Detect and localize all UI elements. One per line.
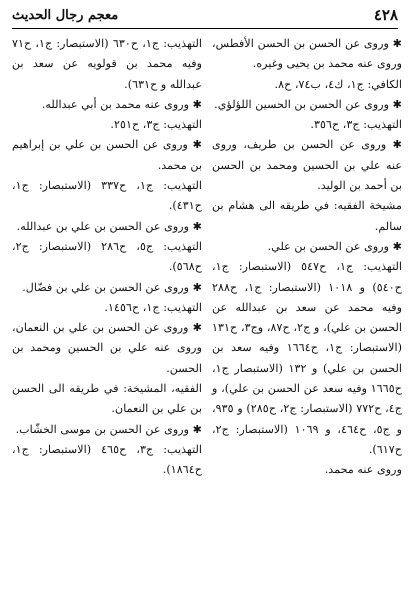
paragraph: وروى عنه محمد. [324, 463, 402, 477]
paragraph: التهذيب: ج١، ح٦٣٠ (الاستبصار: ج١، ح٧١ وفيه محمد بن قولويه عن سعد بن عبدالله و ح٦٣١). [12, 37, 202, 91]
paragraph: التهذيب: ج١، ح٣٣٧ (الاستبصار: ج١، ح٤٣١). [12, 179, 202, 213]
text-columns [12, 34, 402, 605]
page-header [12, 4, 398, 29]
paragraph: ✱ وروى عن الحسن بن الحسين اللؤلؤي. [214, 97, 402, 111]
right-column [212, 34, 402, 605]
paragraph: الفقيه، المشيخة: في طريقه الى الحسن بن علي بن النعمان. [12, 382, 202, 416]
paragraph: ✱ وروى عنه محمد بن أبي عبدالله. [41, 97, 202, 111]
running-title: معجم رجال الحديث [12, 7, 119, 23]
paragraph: ✱ وروى عن الحسن بن طريف، وروى عنه علي بن الحسين ومحمد بن الحسن بن أحمد بن الوليد. [212, 138, 402, 193]
paragraph: الكافي: ج١، ك٤، ب٧٤، ح٨. [274, 77, 402, 91]
paragraph: التهذيب: ج٣، ح٤٦٥ (الاستبصار: ج١، ح١٨٦٤). [12, 442, 202, 477]
paragraph: التهذيب: ج٣، ح٢٥١. [110, 118, 202, 132]
paragraph: التهذيب: ج١، ح٥٤٧ (الاستبصار: ج١، ح٥٤٠) و ١٠١٨ (الاستبصار: ج١، ح٢٨٨ وفيه محمد عن سعد بن عبدالله عن الحسن بن علي)، و ج٢، ح٨٧، وج٣، ح١٣١ (الاستبصار: ج١، ح١٦٦٤ وفيه سعد بن الحسن بن علي) و ١٣٢ (الاستبصار ج١، ح١٦٦٥ وفيه سعد عن الحسن بن علي)، و ج٤، ح٧٧٢ (الاستبصار: ج٢، ح٢٨٥) و ٩٣٥، و ج٥، ح٤٦٤، و ١٠٦٩ (الاستبصار: ج٢، ح٦١٧). [212, 260, 403, 456]
left-column [12, 34, 202, 605]
page-number: ٤٢٨ [373, 6, 398, 24]
paragraph: ✱ وروى عن الحسن بن علي بن النعمان، وروى عنه علي بن الحسين ومحمد بن الحسن. [12, 321, 202, 375]
paragraph: ✱ وروى عن الحسن بن علي بن عبدالله. [16, 219, 202, 233]
paragraph: التهذيب: ج٥، ح٢٨٦ (الاستبصار: ج٢، ح٥٦٨). [12, 239, 202, 274]
paragraph: مشيخة الفقيه: في طريقه الى هشام بن سالم. [212, 199, 402, 233]
paragraph: ✱ وروى عن الحسن بن علي. [267, 239, 402, 253]
paragraph: التهذيب: ج١، ح١٤٥٦. [104, 300, 202, 314]
paragraph: ✱ وروى عن الحسن بن علي بن فضّال. [22, 280, 202, 294]
paragraph: ✱ وروى عن الحسن بن موسى الخشّاب. [15, 422, 202, 436]
paragraph: ✱ وروى عن الحسن بن الحسن الأفطس، وروى عنه محمد بن يحيى وغيره. [212, 37, 402, 71]
paragraph: ✱ وروى عن الحسن بن علي بن إبراهيم بن محمد. [12, 138, 202, 172]
paragraph: التهذيب: ج٣، ح٣٥٦. [310, 118, 402, 132]
